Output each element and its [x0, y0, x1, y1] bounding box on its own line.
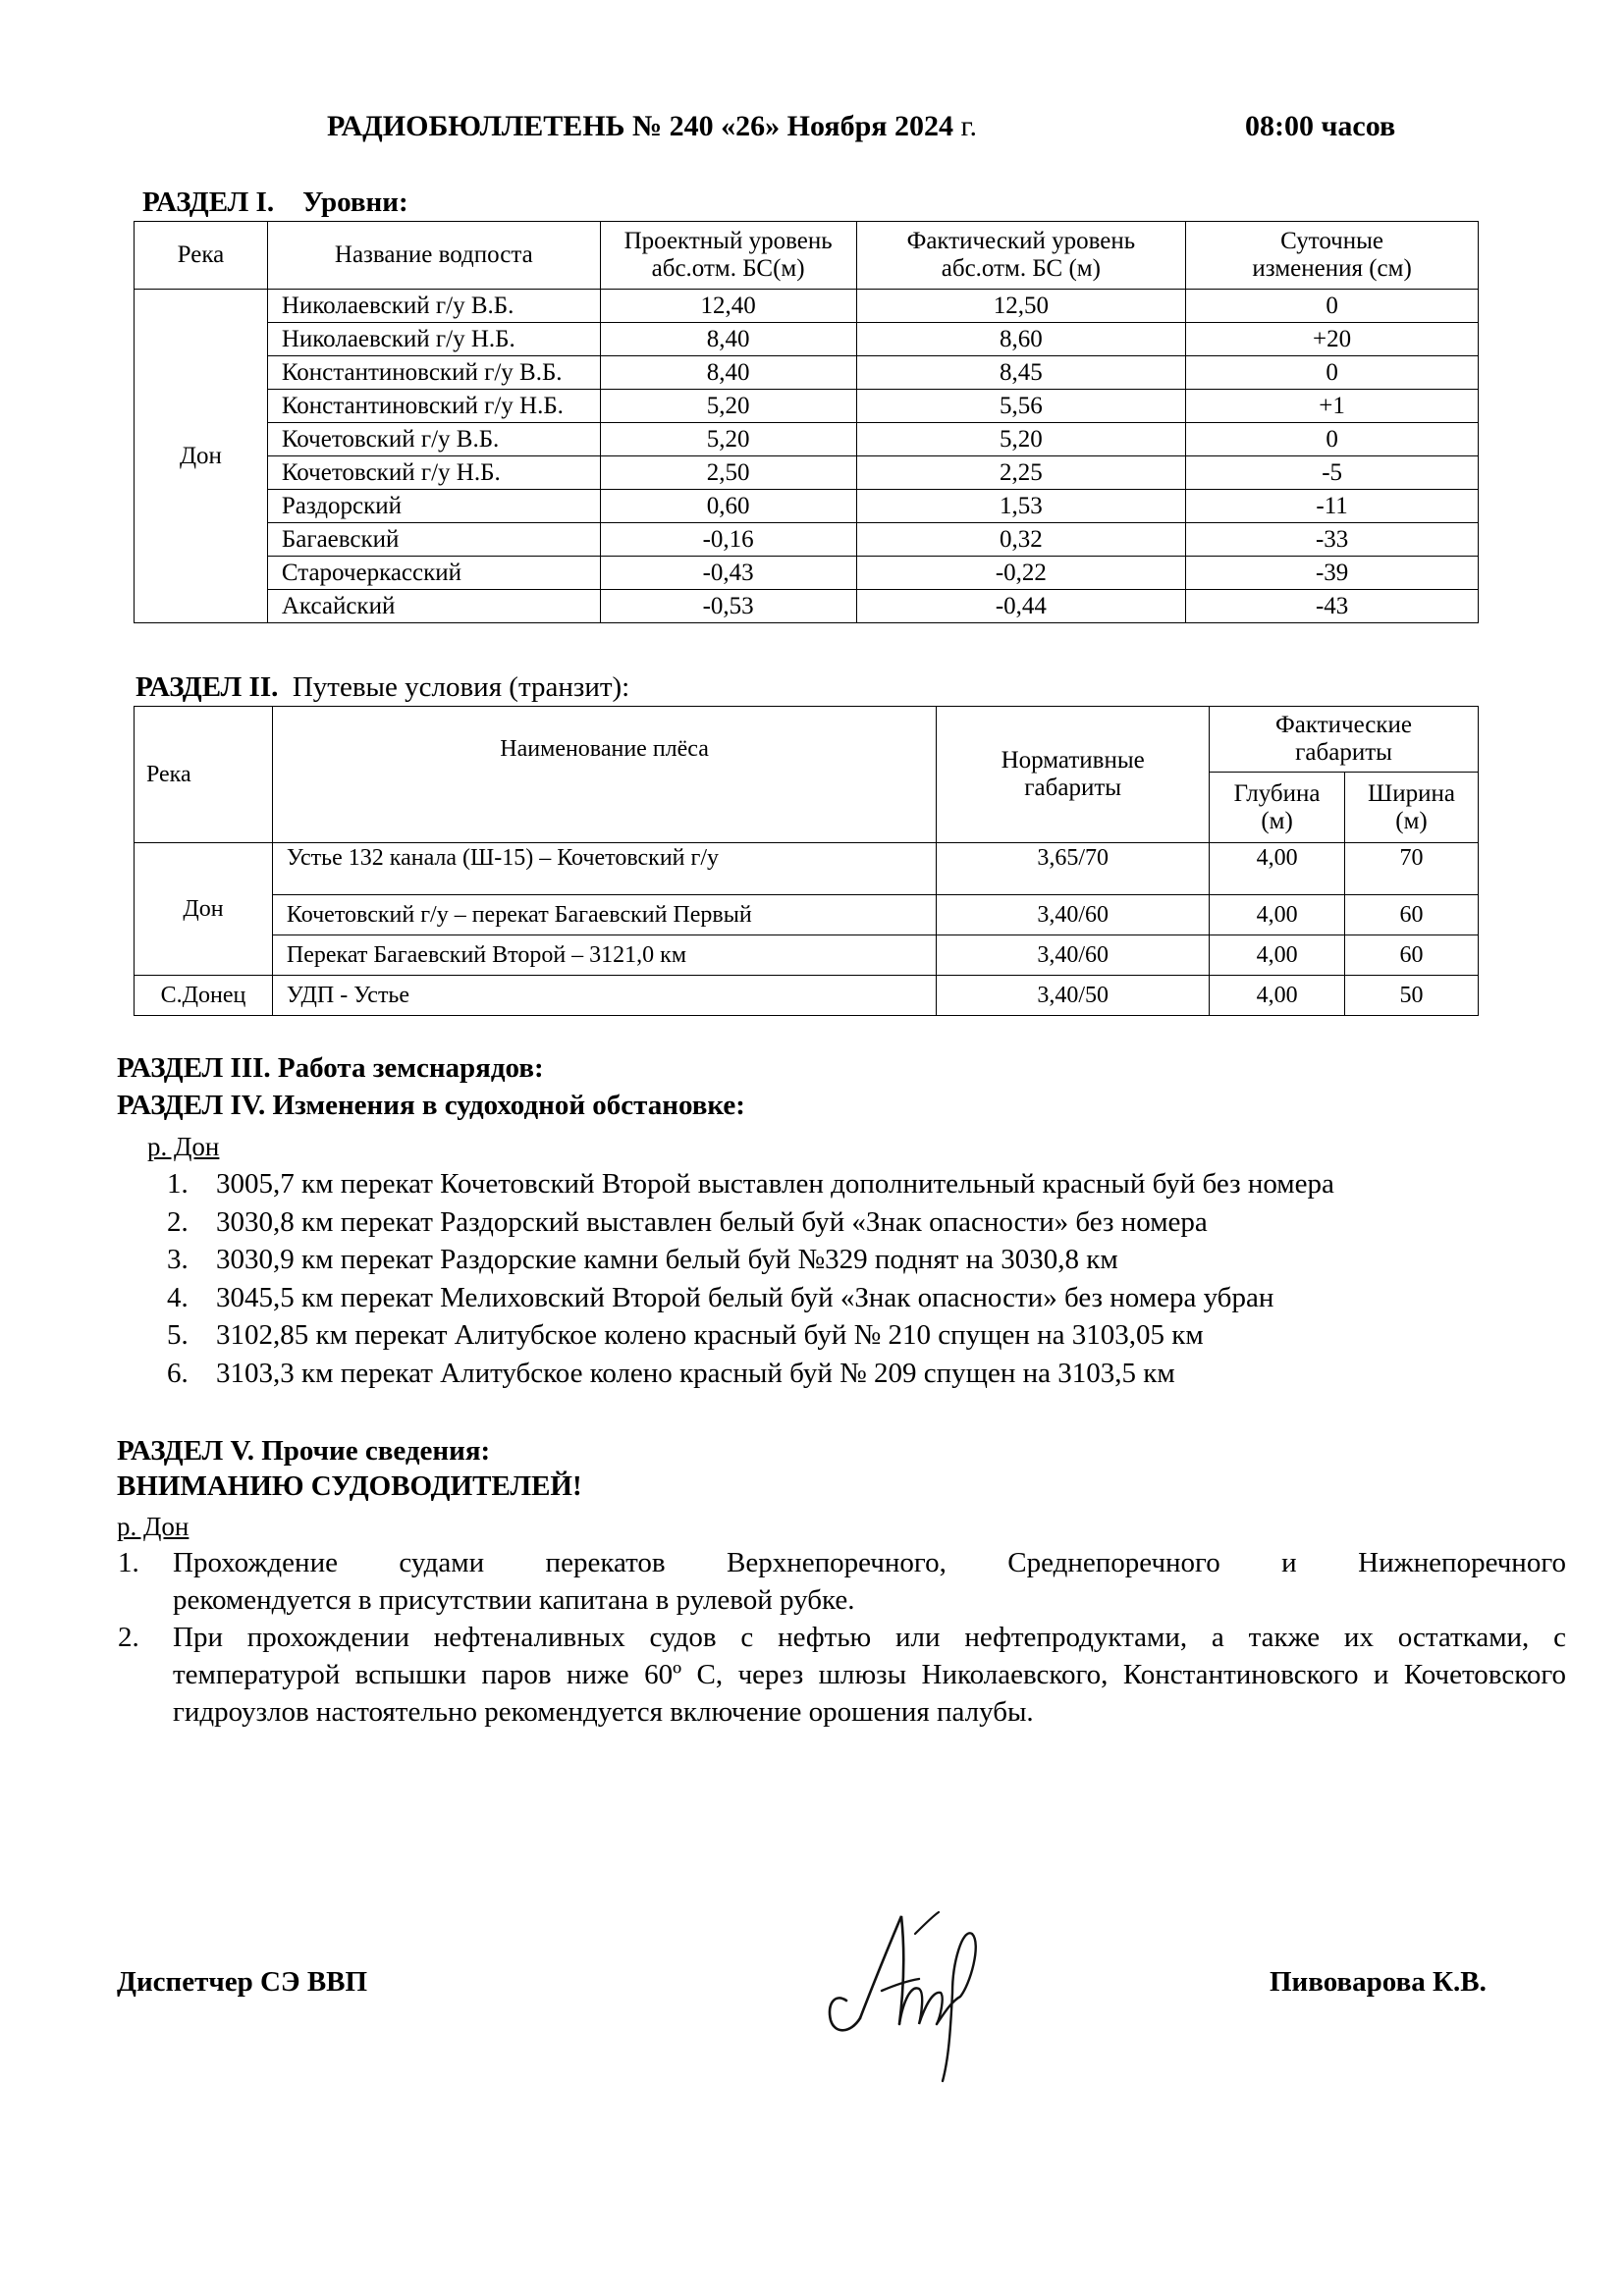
- route-table-row: [135, 843, 1479, 895]
- normative-cell: 3,40/60: [937, 895, 1210, 935]
- width-cell: 60: [1345, 895, 1479, 935]
- normative-cell: 3,40/60: [937, 935, 1210, 976]
- actual-level-cell: 5,56: [856, 390, 1186, 423]
- actual-level-cell: 8,45: [856, 356, 1186, 390]
- river-cell: Дон: [135, 290, 268, 623]
- route-table-row: [135, 895, 1479, 935]
- post-cell: Раздорский: [267, 490, 600, 523]
- post-cell: Багаевский: [267, 523, 600, 557]
- header-river: Река: [135, 222, 268, 290]
- design-level-cell: -0,43: [600, 557, 856, 590]
- levels-table-row: [135, 323, 1479, 356]
- notice-text: температурой вспышки паров ниже 60º С, через шлюзы Николаевского, Константиновского и Кочетовского гидроузлов настоятельно рекомендуется включение орошения палубы.: [173, 1659, 1566, 1728]
- design-level-cell: -0,53: [600, 590, 856, 623]
- width-cell: 70: [1345, 843, 1479, 895]
- actual-level-cell: 12,50: [856, 290, 1186, 323]
- actual-level-cell: 1,53: [856, 490, 1186, 523]
- list-item-number: 2.: [167, 1205, 189, 1238]
- list-item-number: 6.: [167, 1357, 189, 1389]
- design-level-cell: -0,16: [600, 523, 856, 557]
- post-cell: Николаевский г/у Н.Б.: [267, 323, 600, 356]
- dispatcher-name: Пивоварова К.В.: [1270, 1966, 1487, 1998]
- route-table-row: [135, 976, 1479, 1016]
- width-cell: 50: [1345, 976, 1479, 1016]
- normative-cell: 3,40/50: [937, 976, 1210, 1016]
- header-reach: Наименование плёса: [272, 707, 936, 843]
- daily-change-cell: -5: [1186, 456, 1479, 490]
- notice-item: [118, 1619, 1566, 1731]
- design-level-cell: 8,40: [600, 323, 856, 356]
- post-cell: Кочетовский г/у Н.Б.: [267, 456, 600, 490]
- levels-table-row: [135, 523, 1479, 557]
- section3-heading: РАЗДЕЛ III. Работа земснарядов:: [117, 1052, 544, 1084]
- actual-level-cell: 8,60: [856, 323, 1186, 356]
- depth-cell: 4,00: [1210, 895, 1345, 935]
- header-river: Река: [135, 707, 273, 843]
- list-item: [167, 1358, 1334, 1396]
- list-item-number: 4.: [167, 1281, 189, 1313]
- list-item: [167, 1319, 1334, 1358]
- list-item-text: 3102,85 км перекат Алитубское колено красный буй № 210 спущен на 3103,05 км: [216, 1319, 1204, 1351]
- header-post: Название водпоста: [267, 222, 600, 290]
- design-level-cell: 2,50: [600, 456, 856, 490]
- actual-level-cell: 5,20: [856, 423, 1186, 456]
- daily-change-cell: 0: [1186, 290, 1479, 323]
- post-cell: Аксайский: [267, 590, 600, 623]
- levels-table-row: [135, 390, 1479, 423]
- river-cell: Дон: [135, 843, 273, 976]
- notice-text: рекомендуется в присутствии капитана в рулевой рубке.: [173, 1584, 855, 1616]
- reach-cell: УДП - Устье: [272, 976, 936, 1016]
- header-actual-level: Фактический уровень абс.отм. БС (м): [856, 222, 1186, 290]
- river-cell: С.Донец: [135, 976, 273, 1016]
- design-level-cell: 12,40: [600, 290, 856, 323]
- reach-cell: Перекат Багаевский Второй – 3121,0 км: [272, 935, 936, 976]
- section1-heading: РАЗДЕЛ I. Уровни:: [142, 187, 408, 218]
- post-cell: Константиновский г/у Н.Б.: [267, 390, 600, 423]
- obstanovka-list: [167, 1168, 1334, 1395]
- notice-number: 2.: [118, 1622, 139, 1653]
- reach-cell: Кочетовский г/у – перекат Багаевский Первый: [272, 895, 936, 935]
- design-level-cell: 8,40: [600, 356, 856, 390]
- notice-item: [118, 1544, 1566, 1619]
- post-cell: Николаевский г/у В.Б.: [267, 290, 600, 323]
- daily-change-cell: 0: [1186, 356, 1479, 390]
- depth-cell: 4,00: [1210, 935, 1345, 976]
- list-item-number: 5.: [167, 1319, 189, 1351]
- bulletin-time: 08:00 часов: [1245, 110, 1396, 142]
- reach-cell: Устье 132 канала (Ш-15) – Кочетовский г/у: [272, 843, 936, 895]
- signature-image: [805, 1895, 1001, 2091]
- header-actual-dims: Фактические габариты: [1210, 707, 1479, 773]
- actual-level-cell: 0,32: [856, 523, 1186, 557]
- post-cell: Старочеркасский: [267, 557, 600, 590]
- dispatcher-position: Диспетчер СЭ ВВП: [117, 1966, 368, 1998]
- notice-number: 1.: [118, 1547, 139, 1578]
- section2-heading: РАЗДЕЛ II. Путевые условия (транзит):: [135, 671, 630, 703]
- post-cell: Константиновский г/у В.Б.: [267, 356, 600, 390]
- daily-change-cell: -43: [1186, 590, 1479, 623]
- list-item-text: 3030,9 км перекат Раздорские камни белый буй №329 поднят на 3030,8 км: [216, 1244, 1118, 1275]
- header-width: Ширина (м): [1345, 773, 1479, 843]
- attention-heading: ВНИМАНИЮ СУДОВОДИТЕЛЕЙ!: [117, 1470, 582, 1502]
- section4-heading: РАЗДЕЛ IV. Изменения в судоходной обстановке:: [117, 1090, 745, 1121]
- list-item: [167, 1244, 1334, 1282]
- levels-table-row: [135, 423, 1479, 456]
- notice-line: При прохождении нефтеналивных судов с нефтью или нефтепродуктами, а также их остатками, с: [173, 1622, 1566, 1653]
- notice-line: Прохождение судами перекатов Верхнепоречного, Среднепоречного и Нижнепоречного: [173, 1547, 1566, 1578]
- route-table-row: [135, 935, 1479, 976]
- width-cell: 60: [1345, 935, 1479, 976]
- levels-table-header: [135, 222, 1479, 290]
- levels-table: [134, 221, 1479, 623]
- levels-table-row: [135, 456, 1479, 490]
- depth-cell: 4,00: [1210, 843, 1345, 895]
- daily-change-cell: +20: [1186, 323, 1479, 356]
- section4-river: р. Дон: [147, 1132, 220, 1161]
- list-item-text: 3103,3 км перекат Алитубское колено красный буй № 209 спущен на 3103,5 км: [216, 1357, 1175, 1389]
- actual-level-cell: -0,22: [856, 557, 1186, 590]
- daily-change-cell: -39: [1186, 557, 1479, 590]
- list-item-number: 3.: [167, 1244, 189, 1275]
- header-normative: Нормативные габариты: [937, 707, 1210, 843]
- list-item-text: 3045,5 км перекат Мелиховский Второй белый буй «Знак опасности» без номера убран: [216, 1281, 1274, 1313]
- header-depth: Глубина (м): [1210, 773, 1345, 843]
- header-daily-change: Суточные изменения (см): [1186, 222, 1479, 290]
- design-level-cell: 5,20: [600, 390, 856, 423]
- list-item-text: 3030,8 км перекат Раздорский выставлен белый буй «Знак опасности» без номера: [216, 1205, 1208, 1238]
- levels-table-row: [135, 290, 1479, 323]
- bulletin-title: РАДИОБЮЛЛЕТЕНЬ № 240 «26» Ноября 2024 г.: [327, 110, 977, 142]
- list-item: [167, 1282, 1334, 1320]
- section5-heading: РАЗДЕЛ V. Прочие сведения:: [117, 1435, 491, 1467]
- depth-cell: 4,00: [1210, 976, 1345, 1016]
- daily-change-cell: 0: [1186, 423, 1479, 456]
- list-item: [167, 1206, 1334, 1245]
- daily-change-cell: +1: [1186, 390, 1479, 423]
- list-item-text: 3005,7 км перекат Кочетовский Второй выставлен дополнительный красный буй без номера: [216, 1168, 1334, 1200]
- route-table-header-1: [135, 707, 1479, 773]
- levels-table-row: [135, 490, 1479, 523]
- post-cell: Кочетовский г/у В.Б.: [267, 423, 600, 456]
- levels-table-row: [135, 557, 1479, 590]
- list-item: [167, 1168, 1334, 1206]
- design-level-cell: 5,20: [600, 423, 856, 456]
- levels-table-row: [135, 356, 1479, 390]
- list-item-number: 1.: [167, 1168, 189, 1200]
- levels-table-row: [135, 590, 1479, 623]
- actual-level-cell: 2,25: [856, 456, 1186, 490]
- normative-cell: 3,65/70: [937, 843, 1210, 895]
- daily-change-cell: -11: [1186, 490, 1479, 523]
- daily-change-cell: -33: [1186, 523, 1479, 557]
- section5-river: р. Дон: [117, 1512, 189, 1541]
- route-conditions-table: [134, 706, 1479, 1016]
- header-design-level: Проектный уровень абс.отм. БС(м): [600, 222, 856, 290]
- actual-level-cell: -0,44: [856, 590, 1186, 623]
- design-level-cell: 0,60: [600, 490, 856, 523]
